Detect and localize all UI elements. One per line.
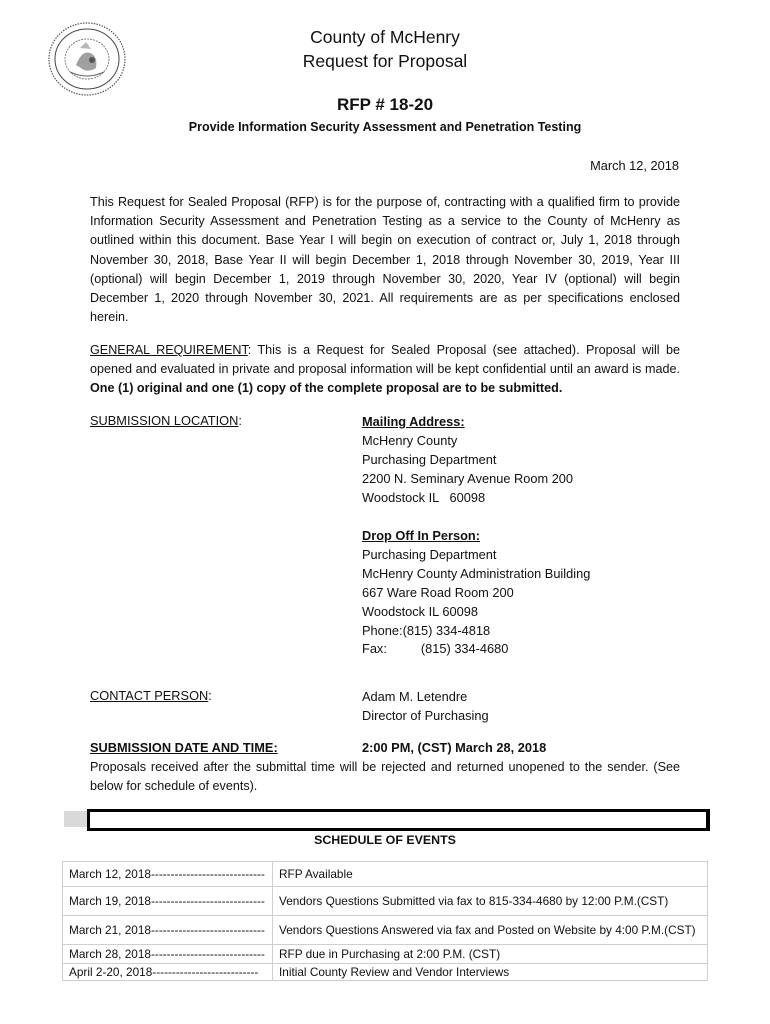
shaded-box — [64, 811, 88, 827]
issue-date: March 12, 2018 — [590, 158, 679, 173]
mailing-line: 2200 N. Seminary Avenue Room 200 — [362, 470, 574, 486]
dropoff-line: Purchasing Department — [362, 546, 497, 562]
dropoff-line: 667 Ware Road Room 200 — [362, 584, 514, 600]
section-bar — [87, 809, 710, 831]
dropoff-heading: Drop Off In Person: — [362, 528, 481, 543]
dropoff-line: McHenry County Administration Building — [362, 565, 591, 581]
contact-role: Director of Purchasing — [362, 707, 489, 723]
event-description: RFP Available — [273, 862, 708, 887]
contact-name: Adam M. Letendre — [362, 689, 468, 704]
table-row — [63, 916, 708, 945]
deadline-note: Proposals received after the submittal time will be rejected and returned unopened to the sender. (See below for schedule of events). — [90, 760, 680, 794]
general-requirement-label: GENERAL REQUIREMENT — [90, 343, 248, 357]
event-date: March 21, 2018----------------------------- — [63, 916, 273, 945]
intro-paragraph: This Request for Sealed Proposal (RFP) is for the purpose of, contracting with a qualified firm to provide Information Security Assessment and Penetration Testing as a service to the County of McHenry as outlined within this document. Base Year I will begin on execution of contract or, July 1, 2018 through November 30, 2018, Base Year II will begin December 1, 2018 through November 30, 2019, Year III (optional) will begin December 1, 2019 through November 30, 2020, Year IV (optional) will begin December 1, 2020 through November 30, 2021. All requirements are as per specifications enclosed herein. — [90, 195, 680, 325]
rfp-subtitle: Provide Information Security Assessment and Penetration Testing — [188, 120, 582, 134]
county-name: County of McHenry — [310, 27, 460, 47]
submission-date-label: SUBMISSION DATE AND TIME: — [90, 740, 278, 755]
event-description: Initial County Review and Vendor Interviews — [273, 964, 708, 981]
mailing-line: Woodstock IL 60098 — [362, 489, 486, 505]
mailing-address-heading: Mailing Address: — [362, 414, 465, 429]
contact-person-label: CONTACT PERSON: — [90, 688, 212, 703]
schedule-table — [62, 861, 708, 981]
document-type: Request for Proposal — [302, 51, 468, 71]
submission-location-label: SUBMISSION LOCATION: — [90, 413, 242, 428]
event-description: Vendors Questions Submitted via fax to 815-334-4680 by 12:00 P.M.(CST) — [273, 887, 708, 916]
general-requirement-text: : This is a Request for Sealed Proposal (see attached). Proposal will be opened and evaluated in private and proposal information will be kept confidential until an award is made. — [90, 343, 680, 377]
contact-block — [362, 688, 489, 726]
table-row — [63, 945, 708, 964]
phone-line: Phone:(815) 334-4818 — [362, 622, 491, 638]
general-requirement-bold: One (1) original and one (1) copy of the complete proposal are to be submitted. — [90, 381, 563, 396]
rfp-number: RFP # 18-20 — [336, 95, 434, 114]
dropoff-address-block — [362, 527, 590, 659]
event-date: March 12, 2018----------------------------- — [63, 862, 273, 887]
submission-date-value: 2:00 PM, (CST) March 28, 2018 — [362, 740, 547, 755]
schedule-title: SCHEDULE OF EVENTS — [314, 833, 456, 847]
mailing-line: McHenry County — [362, 432, 458, 448]
event-date: April 2-20, 2018--------------------------- — [63, 964, 273, 981]
mailing-line: Purchasing Department — [362, 451, 497, 467]
dropoff-line: Woodstock IL 60098 — [362, 603, 478, 619]
table-row — [63, 964, 708, 981]
table-row — [63, 862, 708, 887]
table-row — [63, 887, 708, 916]
event-date: March 19, 2018----------------------------- — [63, 887, 273, 916]
event-date: March 28, 2018----------------------------- — [63, 945, 273, 964]
fax-line: Fax: (815) 334-4680 — [362, 641, 509, 657]
event-description: Vendors Questions Answered via fax and Posted on Website by 4:00 P.M.(CST) — [273, 916, 708, 945]
event-description: RFP due in Purchasing at 2:00 P.M. (CST) — [273, 945, 708, 964]
general-requirement-paragraph — [90, 341, 680, 399]
mailing-address-block — [362, 413, 573, 508]
